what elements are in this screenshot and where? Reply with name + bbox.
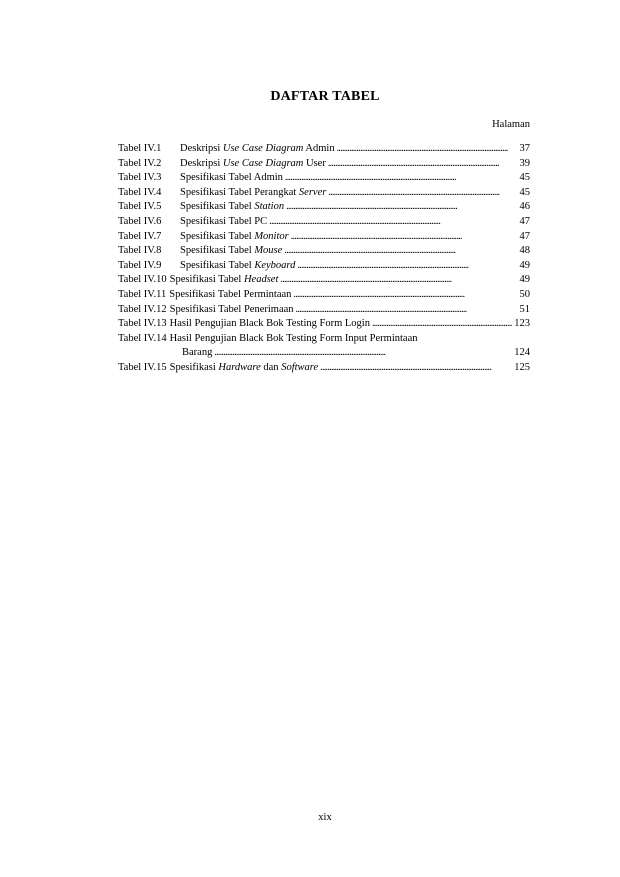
dot-leader (297, 259, 517, 274)
table-list-item (118, 332, 530, 361)
dot-leader (284, 244, 517, 259)
table-page-number: 123 (514, 318, 530, 330)
caption-text: Spesifikasi Tabel (180, 230, 255, 242)
table-page-number: 46 (519, 201, 530, 213)
caption-italic-term: Keyboard (254, 259, 296, 271)
table-list-item (118, 186, 530, 201)
table-list-item-line (118, 346, 530, 361)
table-page-number: 125 (514, 361, 530, 373)
table-number: Tabel IV.7 (118, 230, 162, 242)
dot-leader (293, 288, 517, 303)
table-number: Tabel IV.3 (118, 172, 162, 184)
caption-text: dan (260, 361, 282, 373)
table-caption (170, 303, 294, 318)
caption-text: Admin (303, 143, 335, 154)
table-list-item (118, 361, 530, 376)
table-list-item (118, 200, 530, 215)
table-page-number: 45 (519, 186, 530, 198)
dot-leader (280, 273, 517, 288)
table-number: Tabel IV.10 (118, 274, 167, 286)
caption-text: Hasil Pengujian Black Bok Testing Form Login (169, 318, 370, 330)
table-caption: Hasil Pengujian Black Bok Testing Form Input Permintaan (169, 332, 418, 344)
dot-leader (320, 361, 512, 376)
table-number: Tabel IV.12 (118, 303, 167, 315)
table-caption (169, 288, 291, 303)
table-caption (170, 317, 370, 332)
caption-text: User (303, 157, 326, 169)
table-list-item (118, 259, 530, 274)
page-title: DAFTAR TABEL (270, 89, 380, 104)
table-list-item (118, 244, 530, 259)
table-number: Tabel IV.6 (118, 215, 162, 227)
table-caption (180, 142, 335, 157)
table-number: Tabel IV.4 (118, 186, 162, 198)
table-page-number: 37 (519, 143, 530, 154)
table-caption (180, 200, 284, 215)
dot-leader (291, 230, 518, 245)
caption-text: Deskripsi (180, 157, 223, 169)
table-list (118, 142, 530, 376)
dot-leader (214, 346, 512, 361)
dot-leader (328, 186, 517, 201)
dot-leader (337, 142, 518, 157)
table-page-number: 45 (519, 172, 530, 184)
table-caption (180, 171, 283, 186)
caption-text: Spesifikasi Tabel (180, 259, 255, 271)
caption-text: Spesifikasi Tabel (180, 245, 255, 257)
table-list-item (118, 171, 530, 186)
dot-leader (269, 215, 517, 230)
caption-italic-term: Monitor (254, 230, 289, 242)
caption-italic-term: Hardware (218, 361, 261, 373)
caption-text: Spesifikasi (169, 361, 219, 373)
caption-italic-term: Server (298, 186, 327, 198)
table-list-item (118, 303, 530, 318)
table-caption (180, 157, 326, 172)
table-list-item (118, 288, 530, 303)
caption-text: Spesifikasi Tabel Penerimaan (169, 303, 294, 315)
table-number: Tabel IV.14 (118, 332, 167, 344)
page-number: xix (318, 812, 332, 823)
caption-italic-term: Headset (243, 274, 279, 286)
dot-leader (372, 317, 512, 332)
table-number: Tabel IV.15 (118, 361, 167, 373)
table-number: Tabel IV.5 (118, 201, 162, 213)
table-page-number: 49 (519, 259, 530, 271)
table-list-item (118, 273, 530, 288)
table-page-number: 47 (519, 230, 530, 242)
caption-text: Spesifikasi Tabel Permintaan (169, 288, 292, 300)
table-page-number: 51 (519, 303, 530, 315)
caption-italic-term: Use Case Diagram (222, 143, 304, 154)
caption-italic-term: Mouse (254, 245, 283, 257)
caption-text: Spesifikasi Tabel (169, 274, 244, 286)
table-caption (170, 273, 279, 288)
table-caption (180, 215, 267, 230)
table-number: Tabel IV.2 (118, 157, 162, 169)
table-caption (180, 186, 326, 201)
table-list-item (118, 142, 530, 157)
dot-leader (285, 171, 518, 186)
caption-italic-term: Station (254, 201, 285, 213)
table-list-item (118, 215, 530, 230)
caption-text: Spesifikasi Tabel PC (180, 215, 268, 227)
caption-text: Spesifikasi Tabel (180, 201, 255, 213)
table-list-item (118, 317, 530, 332)
table-page-number: 49 (519, 274, 530, 286)
table-page-number: 39 (519, 157, 530, 169)
caption-italic-term: Software (281, 361, 319, 373)
table-page-number: 48 (519, 245, 530, 257)
caption-text: Spesifikasi Tabel Admin (180, 172, 283, 184)
dot-leader (296, 303, 518, 318)
table-number: Tabel IV.8 (118, 245, 162, 257)
table-number: Tabel IV.1 (118, 143, 162, 154)
caption-text: Deskripsi (180, 143, 223, 154)
table-caption (180, 259, 295, 274)
table-caption (170, 361, 318, 376)
table-caption-continued: Barang (182, 347, 213, 359)
table-list-item (118, 157, 530, 172)
table-list-item (118, 230, 530, 245)
table-caption (180, 244, 282, 259)
table-page-number: 124 (514, 347, 530, 359)
caption-italic-term: Use Case Diagram (222, 157, 304, 169)
table-number: Tabel IV.11 (118, 288, 167, 300)
caption-text: Spesifikasi Tabel Perangkat (180, 186, 299, 198)
dot-leader (286, 200, 517, 215)
table-page-number: 47 (519, 215, 530, 227)
table-number: Tabel IV.9 (118, 259, 162, 271)
dot-leader (328, 157, 518, 172)
table-list-item-line (118, 332, 530, 347)
table-page-number: 50 (519, 288, 530, 300)
page-column-header: Halaman (492, 119, 530, 130)
table-number: Tabel IV.13 (118, 318, 167, 330)
table-caption (180, 230, 289, 245)
